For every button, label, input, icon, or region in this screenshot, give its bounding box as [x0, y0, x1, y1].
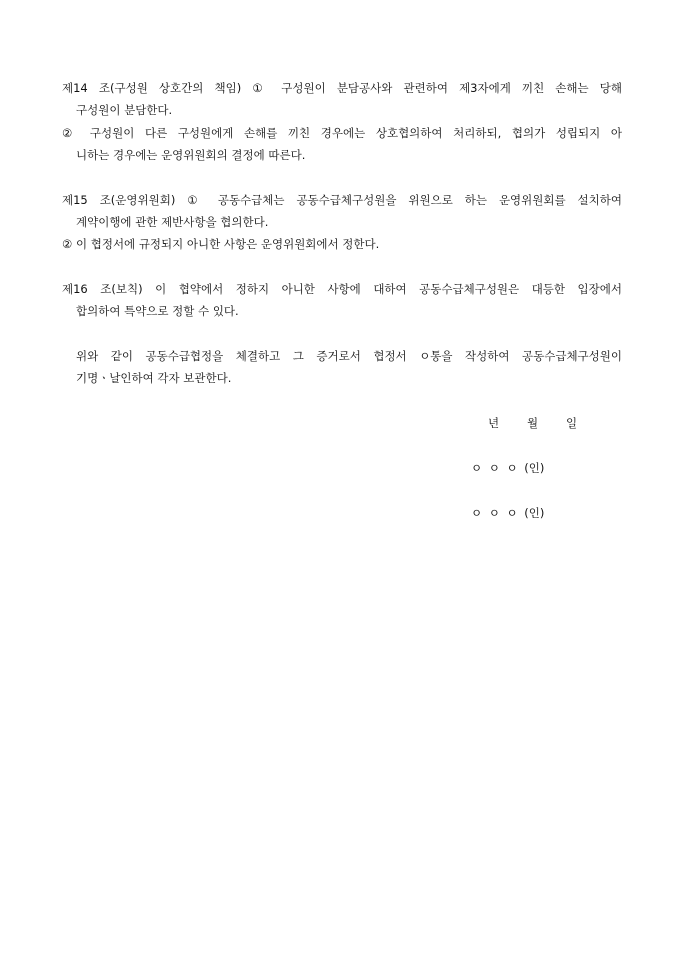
- article-16-line-1: 제16 조(보칙) 이 협약에서 정하지 아니한 사항에 대하여 공동수급체구성원은 대등한 입장에서: [62, 282, 622, 296]
- article-14-line-1: 제14 조(구성원 상호간의 책임) ① 구성원이 분담공사와 관련하여 제3자에게 끼친 손해는 당해: [62, 81, 622, 95]
- article-14-para-2-line-2: 니하는 경우에는 운영위원회의 결정에 따른다.: [76, 148, 306, 162]
- closing-statement-line-2: 기명ㆍ날인하여 각자 보관한다.: [76, 371, 232, 385]
- signature-line-2: ㅇ ㅇ ㅇ (인): [471, 506, 545, 520]
- date-year-label: 년: [488, 416, 500, 430]
- article-14-line-2: 구성원이 분담한다.: [76, 103, 173, 117]
- closing-statement-line-1: 위와 같이 공동수급협정을 체결하고 그 증거로서 협정서 ㅇ통을 작성하여 공동수급체구성원이: [76, 349, 622, 363]
- article-16-line-2: 합의하여 특약으로 정할 수 있다.: [76, 304, 239, 318]
- article-15-line-1: 제15 조(운영위원회) ① 공동수급체는 공동수급체구성원을 위원으로 하는 운영위원회를 설치하여: [62, 193, 622, 207]
- date-month-label: 월: [527, 416, 539, 430]
- article-15-line-2: 계약이행에 관한 제반사항을 협의한다.: [76, 215, 269, 229]
- article-15-para-2: ② 이 협정서에 규정되지 아니한 사항은 운영위원회에서 정한다.: [62, 237, 380, 251]
- date-day-label: 일: [566, 416, 578, 430]
- signature-line-1: ㅇ ㅇ ㅇ (인): [471, 461, 545, 475]
- article-14-para-2-line-1: ② 구성원이 다른 구성원에게 손해를 끼친 경우에는 상호협의하여 처리하되, 협의가 성립되지 아: [62, 126, 622, 140]
